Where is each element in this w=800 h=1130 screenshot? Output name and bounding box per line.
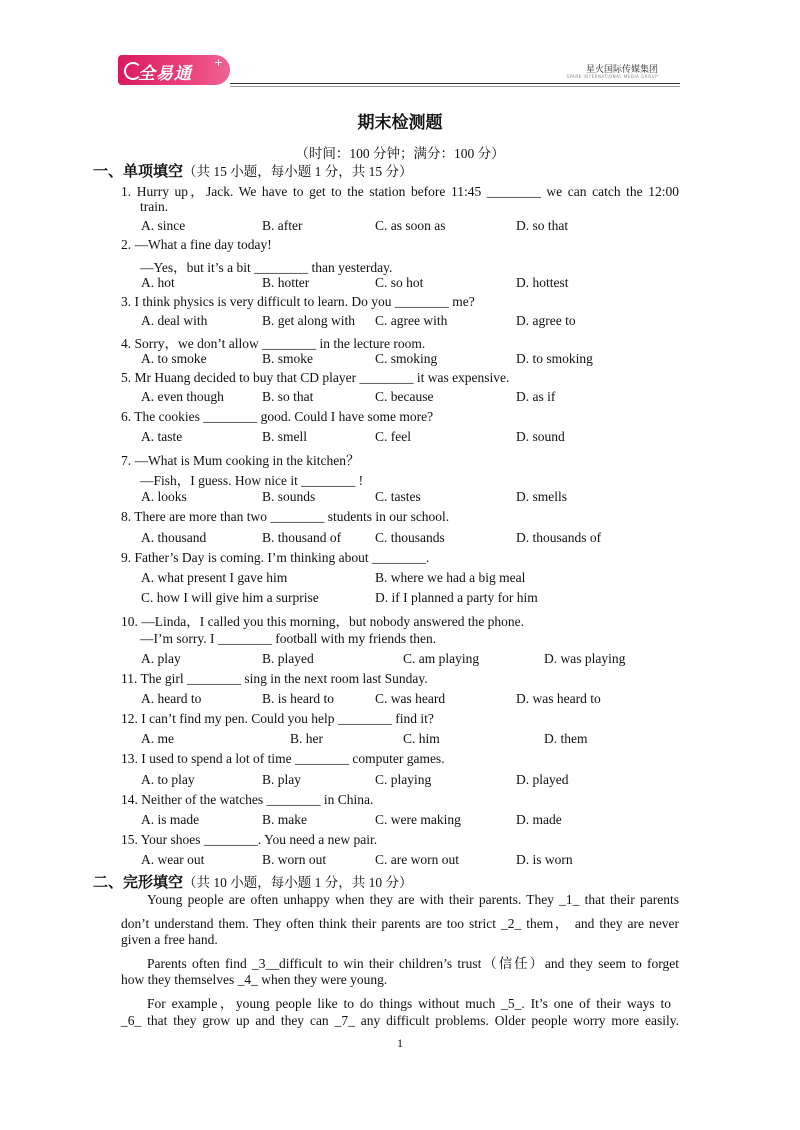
question-13: 13. I used to spend a lot of time ________ computer games.	[121, 751, 445, 766]
question-4: 4. Sorry，we don’t allow ________ in the lecture room.	[121, 336, 426, 351]
section-heading-cloze	[93, 871, 413, 892]
q9-option-a: A. what present I gave him	[141, 570, 288, 585]
cloze-paragraph-line: Young people are often unhappy when they are with their parents. They _1_ that their parents	[147, 892, 679, 907]
q3-option-d: D. agree to	[516, 313, 576, 328]
q8-option-d: D. thousands of	[516, 530, 602, 545]
logo-plus: +	[214, 56, 224, 69]
question-10-line-2: —I’m sorry. I ________ football with my friends then.	[140, 631, 437, 646]
q7-option-a: A. looks	[141, 489, 187, 504]
q6-option-d: D. sound	[516, 429, 565, 444]
question-8: 8. There are more than two ________ students in our school.	[121, 509, 450, 524]
q8-option-b: B. thousand of	[262, 530, 342, 545]
page-header	[118, 55, 680, 87]
page-number: 1	[397, 1036, 403, 1050]
q12-option-d: D. them	[544, 731, 588, 746]
question-7-line-1: 7. —What is Mum cooking in the kitchen？	[121, 453, 360, 468]
q6-option-c: C. feel	[375, 429, 411, 444]
q15-option-a: A. wear out	[141, 852, 205, 867]
cloze-paragraph-line: Parents often find _3__difficult to win their children’s trust（信任）and they seem to forget	[147, 956, 679, 971]
q14-option-d: D. made	[516, 812, 562, 827]
q2-option-a: A. hot	[141, 275, 175, 290]
q5-option-b: B. so that	[262, 389, 314, 404]
q3-option-c: C. agree with	[375, 313, 448, 328]
q4-option-c: C. smoking	[375, 351, 438, 366]
question-15: 15. Your shoes ________. You need a new pair.	[121, 832, 378, 847]
question-11: 11. The girl ________ sing in the next room last Sunday.	[121, 671, 428, 686]
q12-option-c: C. him	[403, 731, 440, 746]
question-2-line-1: 2. —What a fine day today!	[121, 237, 272, 252]
q13-option-c: C. playing	[375, 772, 432, 787]
q14-option-c: C. were making	[375, 812, 461, 827]
question-1-line-1: 1. Hurry up，Jack. We have to get to the station before 11:45 ________ we can catch the 12:00	[121, 184, 679, 199]
question-1-line-2: train.	[140, 199, 169, 214]
q12-option-a: A. me	[141, 731, 174, 746]
publisher-subtitle: SPARK INTERNATIONAL MEDIA GROUP	[566, 74, 658, 79]
q5-option-a: A. even though	[141, 389, 224, 404]
q11-option-b: B. is heard to	[262, 691, 334, 706]
q11-option-a: A. heard to	[141, 691, 202, 706]
question-14: 14. Neither of the watches ________ in China.	[121, 792, 374, 807]
q13-option-a: A. to play	[141, 772, 195, 787]
section-note: （共 15 小题，每小题 1 分，共 15 分）	[183, 164, 413, 179]
q13-option-b: B. play	[262, 772, 301, 787]
q14-option-a: A. is made	[141, 812, 200, 827]
question-6: 6. The cookies ________ good. Could I have some more?	[121, 409, 434, 424]
q1-option-a: A. since	[141, 218, 186, 233]
q15-option-d: D. is worn	[516, 852, 573, 867]
brand-logo	[118, 55, 230, 85]
q1-option-b: B. after	[262, 218, 303, 233]
question-10-line-1: 10. —Linda，I called you this morning，but nobody answered the phone.	[121, 614, 525, 629]
q2-option-b: B. hotter	[262, 275, 310, 290]
publisher-name: 星火国际传媒集团	[585, 65, 658, 75]
q10-option-b: B. played	[262, 651, 314, 666]
q6-option-b: B. smell	[262, 429, 308, 444]
section-title: 一、单项填空	[93, 162, 184, 180]
q9-option-c: C. how I will give him a surprise	[141, 590, 319, 605]
q1-option-d: D. so that	[516, 218, 569, 233]
cloze-paragraph-line: given a free hand.	[121, 932, 218, 947]
q1-option-c: C. as soon as	[375, 218, 446, 233]
q2-option-c: C. so hot	[375, 275, 424, 290]
q8-option-c: C. thousands	[375, 530, 445, 545]
question-7-line-2: —Fish，I guess. How nice it ________ !	[140, 473, 364, 488]
exam-info: （时间：100 分钟；满分：100 分）	[295, 146, 505, 161]
q7-option-c: C. tastes	[375, 489, 421, 504]
q8-option-a: A. thousand	[141, 530, 207, 545]
q12-option-b: B. her	[290, 731, 323, 746]
logo-text: 全易通	[138, 64, 192, 84]
question-12: 12. I can’t find my pen. Could you help ________ find it?	[121, 711, 434, 726]
header-rule-secondary	[230, 86, 680, 87]
q3-option-a: A. deal with	[141, 313, 208, 328]
cloze-paragraph-line: For example，young people like to do things without much _5_. It’s one of their ways to	[147, 996, 671, 1011]
page-title: 期末检测题	[357, 113, 443, 133]
q3-option-b: B. get along with	[262, 313, 355, 328]
q6-option-a: A. taste	[141, 429, 183, 444]
q15-option-c: C. are worn out	[375, 852, 459, 867]
question-3: 3. I think physics is very difficult to learn. Do you ________ me?	[121, 294, 475, 309]
q10-option-a: A. play	[141, 651, 181, 666]
q11-option-c: C. was heard	[375, 691, 446, 706]
q9-option-b: B. where we had a big meal	[375, 570, 526, 585]
section-heading-single-choice	[93, 160, 413, 181]
q13-option-d: D. played	[516, 772, 569, 787]
q7-option-d: D. smells	[516, 489, 568, 504]
q11-option-d: D. was heard to	[516, 691, 601, 706]
q4-option-b: B. smoke	[262, 351, 314, 366]
q10-option-d: D. was playing	[544, 651, 626, 666]
header-rule	[230, 83, 680, 84]
question-5: 5. Mr Huang decided to buy that CD player ________ it was expensive.	[121, 370, 510, 385]
q5-option-d: D. as if	[516, 389, 556, 404]
question-9: 9. Father’s Day is coming. I’m thinking about ________.	[121, 550, 430, 565]
q4-option-d: D. to smoking	[516, 351, 593, 366]
cloze-paragraph-line: _6_ that they grow up and they can _7_ any difficult problems. Older people worry more easily.	[121, 1013, 679, 1028]
q10-option-c: C. am playing	[403, 651, 480, 666]
q4-option-a: A. to smoke	[141, 351, 207, 366]
q15-option-b: B. worn out	[262, 852, 327, 867]
section-title: 二、完形填空	[93, 873, 184, 891]
section-note: （共 10 小题，每小题 1 分，共 10 分）	[183, 875, 413, 890]
q9-option-d: D. if I planned a party for him	[375, 590, 538, 605]
question-2-line-2: —Yes，but it’s a bit ________ than yesterday.	[140, 260, 393, 275]
q7-option-b: B. sounds	[262, 489, 316, 504]
cloze-paragraph-line: how they themselves _4_ when they were young.	[121, 972, 388, 987]
q14-option-b: B. make	[262, 812, 307, 827]
cloze-paragraph-line: don’t understand them. They often think their parents are too strict _2_ them， and they are never	[121, 916, 679, 931]
q2-option-d: D. hottest	[516, 275, 569, 290]
q5-option-c: C. because	[375, 389, 434, 404]
